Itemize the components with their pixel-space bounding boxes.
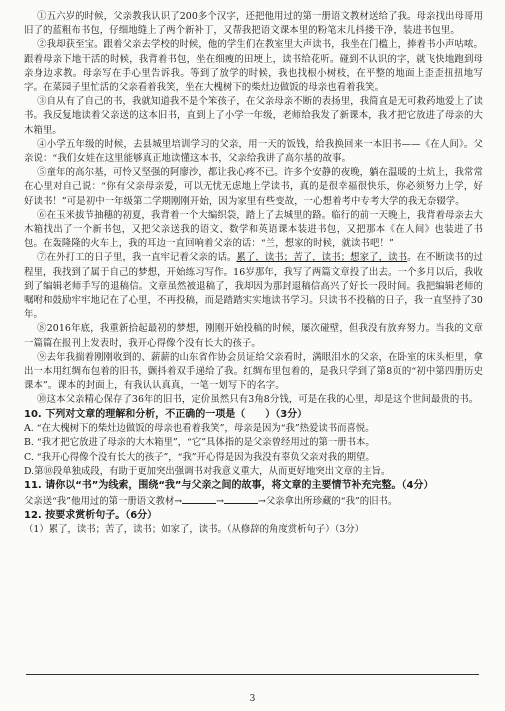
- paragraph-10: ⑩这本父亲精心保存了36年的旧书，定价虽然只有3角8分钱，可是在我的心里，却是这个世间最贵的书。: [37, 394, 479, 406]
- question-11: [24, 479, 483, 509]
- option-c[interactable]: C. “我开心得像个没有长大的孩子”，“我”开心得是因为我没有辜负父亲对我的期望。: [24, 451, 375, 463]
- page-number: 3: [249, 694, 256, 704]
- paragraph-5: ⑤童年的高尔基，可怜又坚强的阿廖沙，都让我心疼不已。许多个安静的夜晚，躺在温暖的土炕上，我常常在心里对自己说：“你有父亲母亲爱，可以无忧无虑地上学读书，真的是很幸福很快乐，你必须努力上学，好好读书！”可是初中一年级第二学期刚刚开始，因为家里有些变故，一心想着考中专考大学的我无奈辍学。: [24, 167, 483, 207]
- paragraph-6: ⑥在玉米拔节抽穗的初夏，我背着一个大编织袋，踏上了去城里的路。临行的前一天晚上，我背着母亲去大木箱找出了一个新书包，又把父亲送我的语文、数学和英语课本装进书包，又把那本《在人间》也装进了书包。在轰隆隆的火车上，我的耳边一直回响着父亲的话：“兰，想家的时候，就读书吧！”: [24, 209, 483, 250]
- question-10: [24, 408, 483, 479]
- paragraph-1: ①五六岁的时候，父亲教我认识了200多个汉字，还把他用过的第一册语文教材送给了我。母亲找出母哥用旧了的蓝粗布书包，仔细地缝上了两个新补丁，又帮我把语文课本里的粉笔末儿抖搂干净，装进书包里。: [24, 11, 483, 37]
- answer-blank-1[interactable]: [182, 494, 216, 504]
- option-b[interactable]: B. “我才把它放进了母亲的大木箱里”，“它”具体指的是父亲曾经用过的第一册书本。: [24, 437, 375, 449]
- plot-tail: 父亲拿出所珍藏的“我”的旧书。: [265, 495, 398, 507]
- paragraph-9: ⑨去年我揣着刚刚收到的、薪薪的山东省作协会员证给父亲看时，满眼泪水的父亲，在卧室的床头柜里，拿出一本用红绸布包着的旧书，颤抖着双手递给了我。红绸布里包着的，是我只学到了第8页的“初中第四册历史课本”。课本的封面上，有我认认真真，一笔一划写下的名字。: [24, 351, 483, 392]
- arrow-2: →: [216, 495, 224, 507]
- question-12: [24, 509, 483, 538]
- question-12-title: 12. 按要求赏析句子。（6分）: [24, 509, 158, 521]
- arrow-3: →: [257, 495, 266, 507]
- question-11-title: 11. 请你以“书”为线索，围绕“我”与父亲之间的故事，将文章的主要情节补充完整。（4分）: [24, 480, 434, 492]
- paragraph-7: ⑦在外打工的日子里，我一直牢记着父亲的话。累了，读书；苦了，读书；想家了，读书。在不断读书的过程里，我找到了属于自己的梦想，开始练习写作。16岁那年，我写了两篇文章投了出去。一个多月以后，我收到了编辑老师手写的退稿信。文章虽然被退稿了，我却因为那封退稿信高兴了好长一段时间。我把编辑老师的嘱咐和鼓励牢牢地记在了心里，不再投稿，而是踏踏实实地读书学习。只读书不投稿的日子，我一直坚持了30年。: [24, 252, 483, 321]
- arrow-1: →: [174, 495, 183, 507]
- option-d[interactable]: D.第⑩段单独成段，有助于更加突出强调书对我意义重大，从而更好地突出文章的主旨。: [24, 465, 391, 477]
- question-12-sub1: （1）累了，读书；苦了，读书；如家了，读书。（从修辞的角度赏析句子）（3分）: [24, 524, 365, 536]
- plot-lead: 父亲送“我”他用过的第一册语文教材: [24, 495, 175, 507]
- question-10-title: 10. 下列对文章的理解和分析，不正确的一项是（ ）（3分）: [24, 408, 308, 420]
- reading-passage: [24, 10, 483, 408]
- paragraph-4: ④小学五年级的时候，去县城里培训学习的父亲，用一天的饭钱，给我换回来一本旧书——《在人间》。父亲说：“我们女娃在这里能够真正地读懂这本书，父亲给我讲了高尔基的故事。: [24, 138, 483, 165]
- paragraph-3: ③自从有了自己的书，我就知道我不是个笨孩子，在父亲母亲不断的表扬里，我简直是无可救药地爱上了读书。我反复地读着父亲送的这本旧书，直到上了小学一年级，老师给我发了新课本，我才把它放进了母亲的大木箱里。: [24, 96, 483, 136]
- underlined-sentence: 累了，读书；苦了，读书；想家了，读书: [236, 252, 408, 264]
- plot-chain: [24, 494, 483, 509]
- paragraph-2: ②我却获至宝。跟着父亲去学校的时候，他的学生们在教室里大声读书，我坐在门槛上，捧着书小声咕哝。跟着母亲下地干活的时候，我背着书包，坐在细瘦的田埂上，读书给花听。碰到不认识的字，就飞快地跑到母亲身边求教。母亲写在手心里告诉我。等到了放学的时候，我也找根小树枝，在平整的地面上歪歪扭扭地写字。在菜园子里忙活的父亲看着我笑，坐在大槐树下的柴灶边做饭的母亲也看着我笑。: [24, 39, 483, 94]
- answer-line[interactable]: [26, 674, 479, 675]
- option-a[interactable]: A. “在大槐树下的柴灶边做饭的母亲也看着我笑”，母亲是因为“我”热爱读书而喜悦。: [24, 423, 375, 435]
- answer-blank-2[interactable]: [224, 494, 258, 504]
- paragraph-8: ⑧2016年底，我重新拾起最初的梦想，刚刚开始投稿的时候，屡次碰壁，但我没有放弃努力。当我的文章一篇篇在报刊上发表时，我开心得像个没有长大的孩子。: [24, 323, 483, 349]
